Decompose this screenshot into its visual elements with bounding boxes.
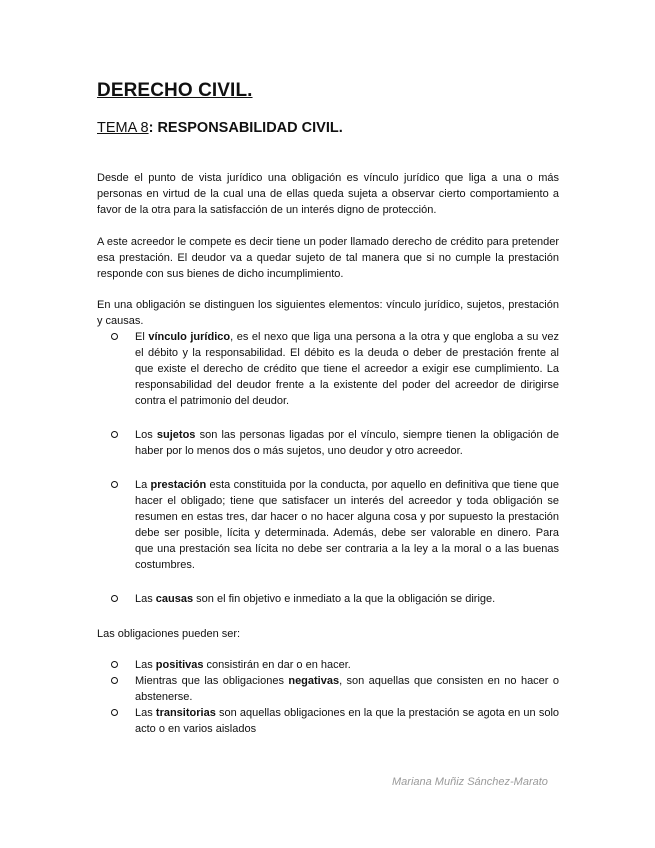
- bullet-icon: [111, 677, 118, 684]
- list-item-causas: Las causas son el fin objetivo e inmediato a la que la obligación se dirige.: [111, 591, 559, 607]
- list-item-positivas: Las positivas consistirán en dar o en hacer.: [111, 657, 559, 673]
- paragraph-creditor: A este acreedor le compete es decir tiene un poder llamado derecho de crédito para pretender esa prestación. El deudor va a quedar sujeto de tal manera que si no cumple la prestación responde con sus bienes de dicho incumplimiento.: [97, 236, 559, 280]
- list-item-transitorias: Las transitorias son aquellas obligaciones en la que la prestación se agota en un solo acto o en varios aislados: [111, 705, 559, 737]
- bullet-icon: [111, 481, 118, 488]
- bullet-icon: [111, 709, 118, 716]
- bullet-icon: [111, 661, 118, 668]
- term-vinculo: vínculo jurídico: [148, 331, 231, 343]
- types-list: [111, 657, 559, 737]
- topic-title: RESPONSABILIDAD CIVIL.: [157, 120, 343, 136]
- paragraph-definition: Desde el punto de vista jurídico una obligación es vínculo jurídico que liga a una o más personas en virtud de la cual una de ellas queda sujeta a observar cierto comportamiento a favor de la otra para la satisfacción de un interés digno de protección.: [97, 172, 559, 216]
- term-negativas: negativas: [288, 675, 340, 687]
- list-item-sujetos: Los sujetos son las personas ligadas por el vínculo, siempre tienen la obligación de haber por lo menos dos o más sujetos, uno deudor y otro acreedor.: [111, 427, 559, 459]
- term-prestacion: prestación: [150, 479, 207, 491]
- bullet-icon: [111, 333, 118, 340]
- topic-number: TEMA 8: [97, 120, 149, 136]
- term-sujetos: sujetos: [156, 429, 196, 441]
- paragraph-types-intro: Las obligaciones pueden ser:: [97, 628, 241, 640]
- paragraph-elements-intro: En una obligación se distinguen los siguientes elementos: vínculo jurídico, sujetos, prestación y causas.: [97, 299, 559, 327]
- topic-separator: :: [148, 120, 158, 136]
- author-footer: Mariana Muñiz Sánchez-Marato: [392, 776, 548, 788]
- list-item-prestacion: La prestación esta constituida por la conducta, por aquello en definitiva que tiene que hacer el obligado; tiene que satisfacer un interés del acreedor y toda obligación se resumen en estas tres, dar hacer o no hacer alguna cosa y por supuesto la prestación debe ser posible, lícita y determinada. Además, debe ser valorable en dinero. Para que una prestación sea lícita no debe ser contraria a la ley a la moral o a las buenas costumbres.: [111, 477, 559, 573]
- topic-heading: [97, 120, 343, 136]
- elements-list: [111, 329, 559, 607]
- bullet-icon: [111, 431, 118, 438]
- term-transitorias: transitorias: [155, 707, 216, 719]
- list-item-vinculo: El vínculo jurídico, es el nexo que liga una persona a la otra y que engloba a su vez el débito y la responsabilidad. El débito es la deuda o deber de prestación frente al que existe el derecho de crédito que tiene el acreedor a exigir ese cumplimiento. La responsabilidad del deudor frente a la existente del poder del acreedor de dirigirse contra el patrimonio del deudor.: [111, 329, 559, 409]
- document-title: DERECHO CIVIL.: [97, 80, 253, 101]
- term-positivas: positivas: [155, 659, 204, 671]
- term-causas: causas: [155, 593, 194, 605]
- list-item-negativas: Mientras que las obligaciones negativas, son aquellas que consisten en no hacer o abstenerse.: [111, 673, 559, 705]
- bullet-icon: [111, 595, 118, 602]
